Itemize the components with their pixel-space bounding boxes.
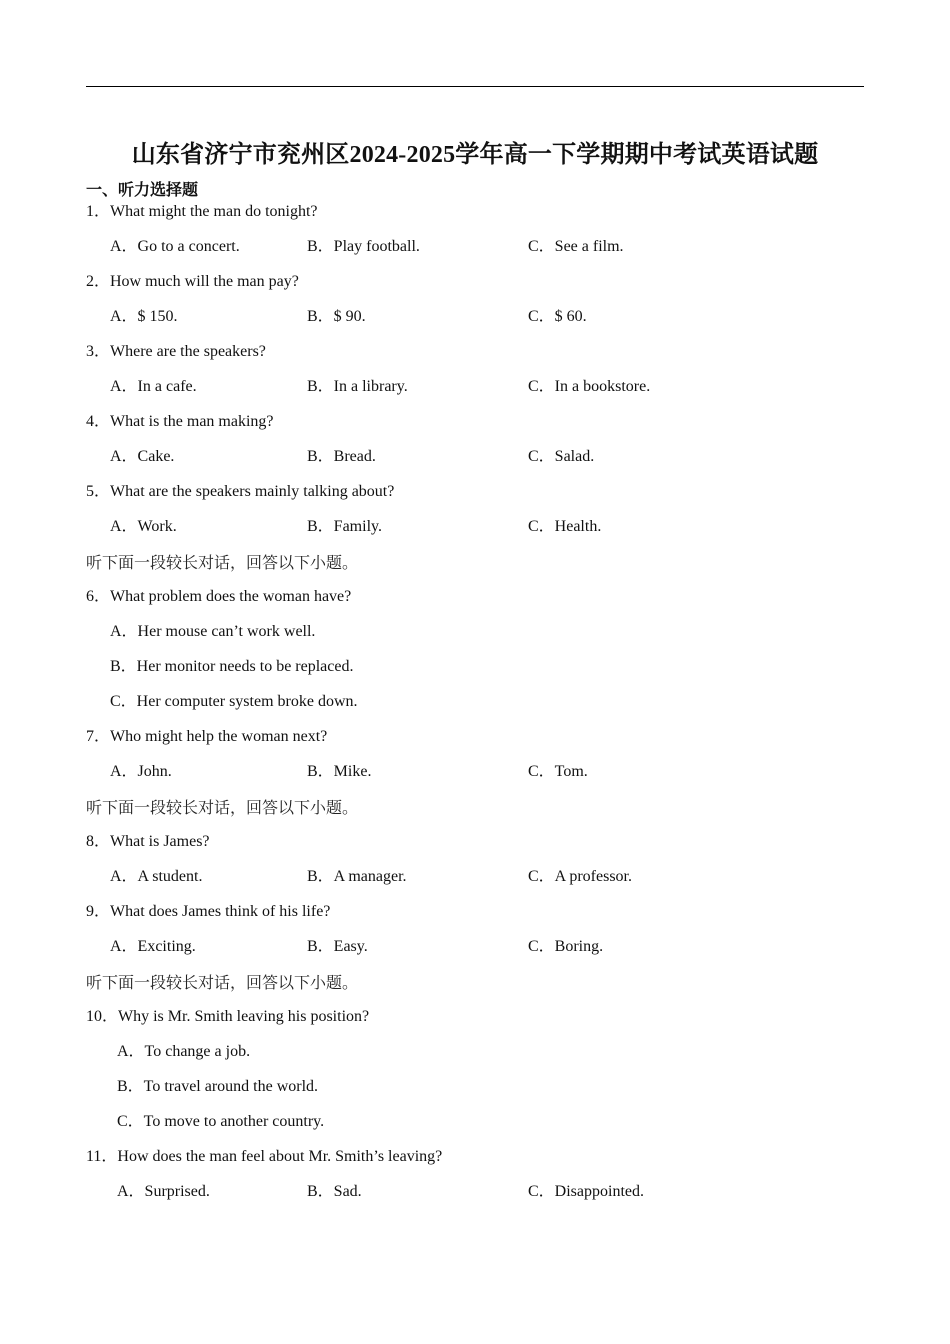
q1-option-a: A．Go to a concert. [110, 238, 240, 255]
question-4: 4．What is the man making? [86, 413, 274, 430]
dialogue-instruction: 听下面一段较长对话，回答以下小题。 [86, 553, 359, 572]
q9-option-b: B．Easy. [307, 938, 368, 955]
q3-option-b: B．In a library. [307, 378, 408, 395]
q11-option-a: A．Surprised. [117, 1183, 210, 1200]
question-10: 10．Why is Mr. Smith leaving his position? [86, 1008, 370, 1025]
q3-option-c: C．In a bookstore. [528, 378, 651, 395]
q7-option-a: A．John. [110, 763, 172, 780]
q10-option-b: B．To travel around the world. [117, 1078, 319, 1095]
q2-option-c: C．$ 60. [528, 308, 587, 325]
q10-option-a: A．To change a job. [117, 1043, 251, 1060]
q5-option-b: B．Family. [307, 518, 382, 535]
q3-option-a: A．In a cafe. [110, 378, 197, 395]
q1-option-b: B．Play football. [307, 238, 420, 255]
q9-option-a: A．Exciting. [110, 938, 196, 955]
q4-option-b: B．Bread. [307, 448, 376, 465]
question-6: 6．What problem does the woman have? [86, 588, 352, 605]
q7-option-c: C．Tom. [528, 763, 588, 780]
q8-option-b: B．A manager. [307, 868, 407, 885]
question-9: 9．What does James think of his life? [86, 903, 331, 920]
q4-option-a: A．Cake. [110, 448, 175, 465]
q4-option-c: C．Salad. [528, 448, 595, 465]
q8-option-a: A．A student. [110, 868, 203, 885]
header-rule [86, 86, 864, 87]
q2-option-b: B．$ 90. [307, 308, 366, 325]
q5-option-c: C．Health. [528, 518, 602, 535]
question-8: 8．What is James? [86, 833, 210, 850]
q11-option-c: C．Disappointed. [528, 1183, 644, 1200]
q6-option-b: B．Her monitor needs to be replaced. [110, 658, 354, 675]
page-title: 山东省济宁市兖州区2024-2025学年高一下学期期中考试英语试题 [131, 142, 819, 168]
dialogue-instruction: 听下面一段较长对话，回答以下小题。 [86, 973, 359, 992]
q6-option-c: C．Her computer system broke down. [110, 693, 358, 710]
q10-option-c: C．To move to another country. [117, 1113, 325, 1130]
q7-option-b: B．Mike. [307, 763, 372, 780]
question-1: 1．What might the man do tonight? [86, 203, 318, 220]
q6-option-a: A．Her mouse can’t work well. [110, 623, 316, 640]
q11-option-b: B．Sad. [307, 1183, 362, 1200]
q5-option-a: A．Work. [110, 518, 177, 535]
q9-option-c: C．Boring. [528, 938, 604, 955]
question-11: 11．How does the man feel about Mr. Smith’s leaving? [86, 1148, 443, 1165]
q8-option-c: C．A professor. [528, 868, 633, 885]
dialogue-instruction: 听下面一段较长对话，回答以下小题。 [86, 798, 359, 817]
section-heading: 一、听力选择题 [86, 180, 199, 199]
q2-option-a: A．$ 150. [110, 308, 178, 325]
question-7: 7．Who might help the woman next? [86, 728, 328, 745]
q1-option-c: C．See a film. [528, 238, 624, 255]
question-2: 2．How much will the man pay? [86, 273, 299, 290]
question-3: 3．Where are the speakers? [86, 343, 266, 360]
question-5: 5．What are the speakers mainly talking about? [86, 483, 395, 500]
